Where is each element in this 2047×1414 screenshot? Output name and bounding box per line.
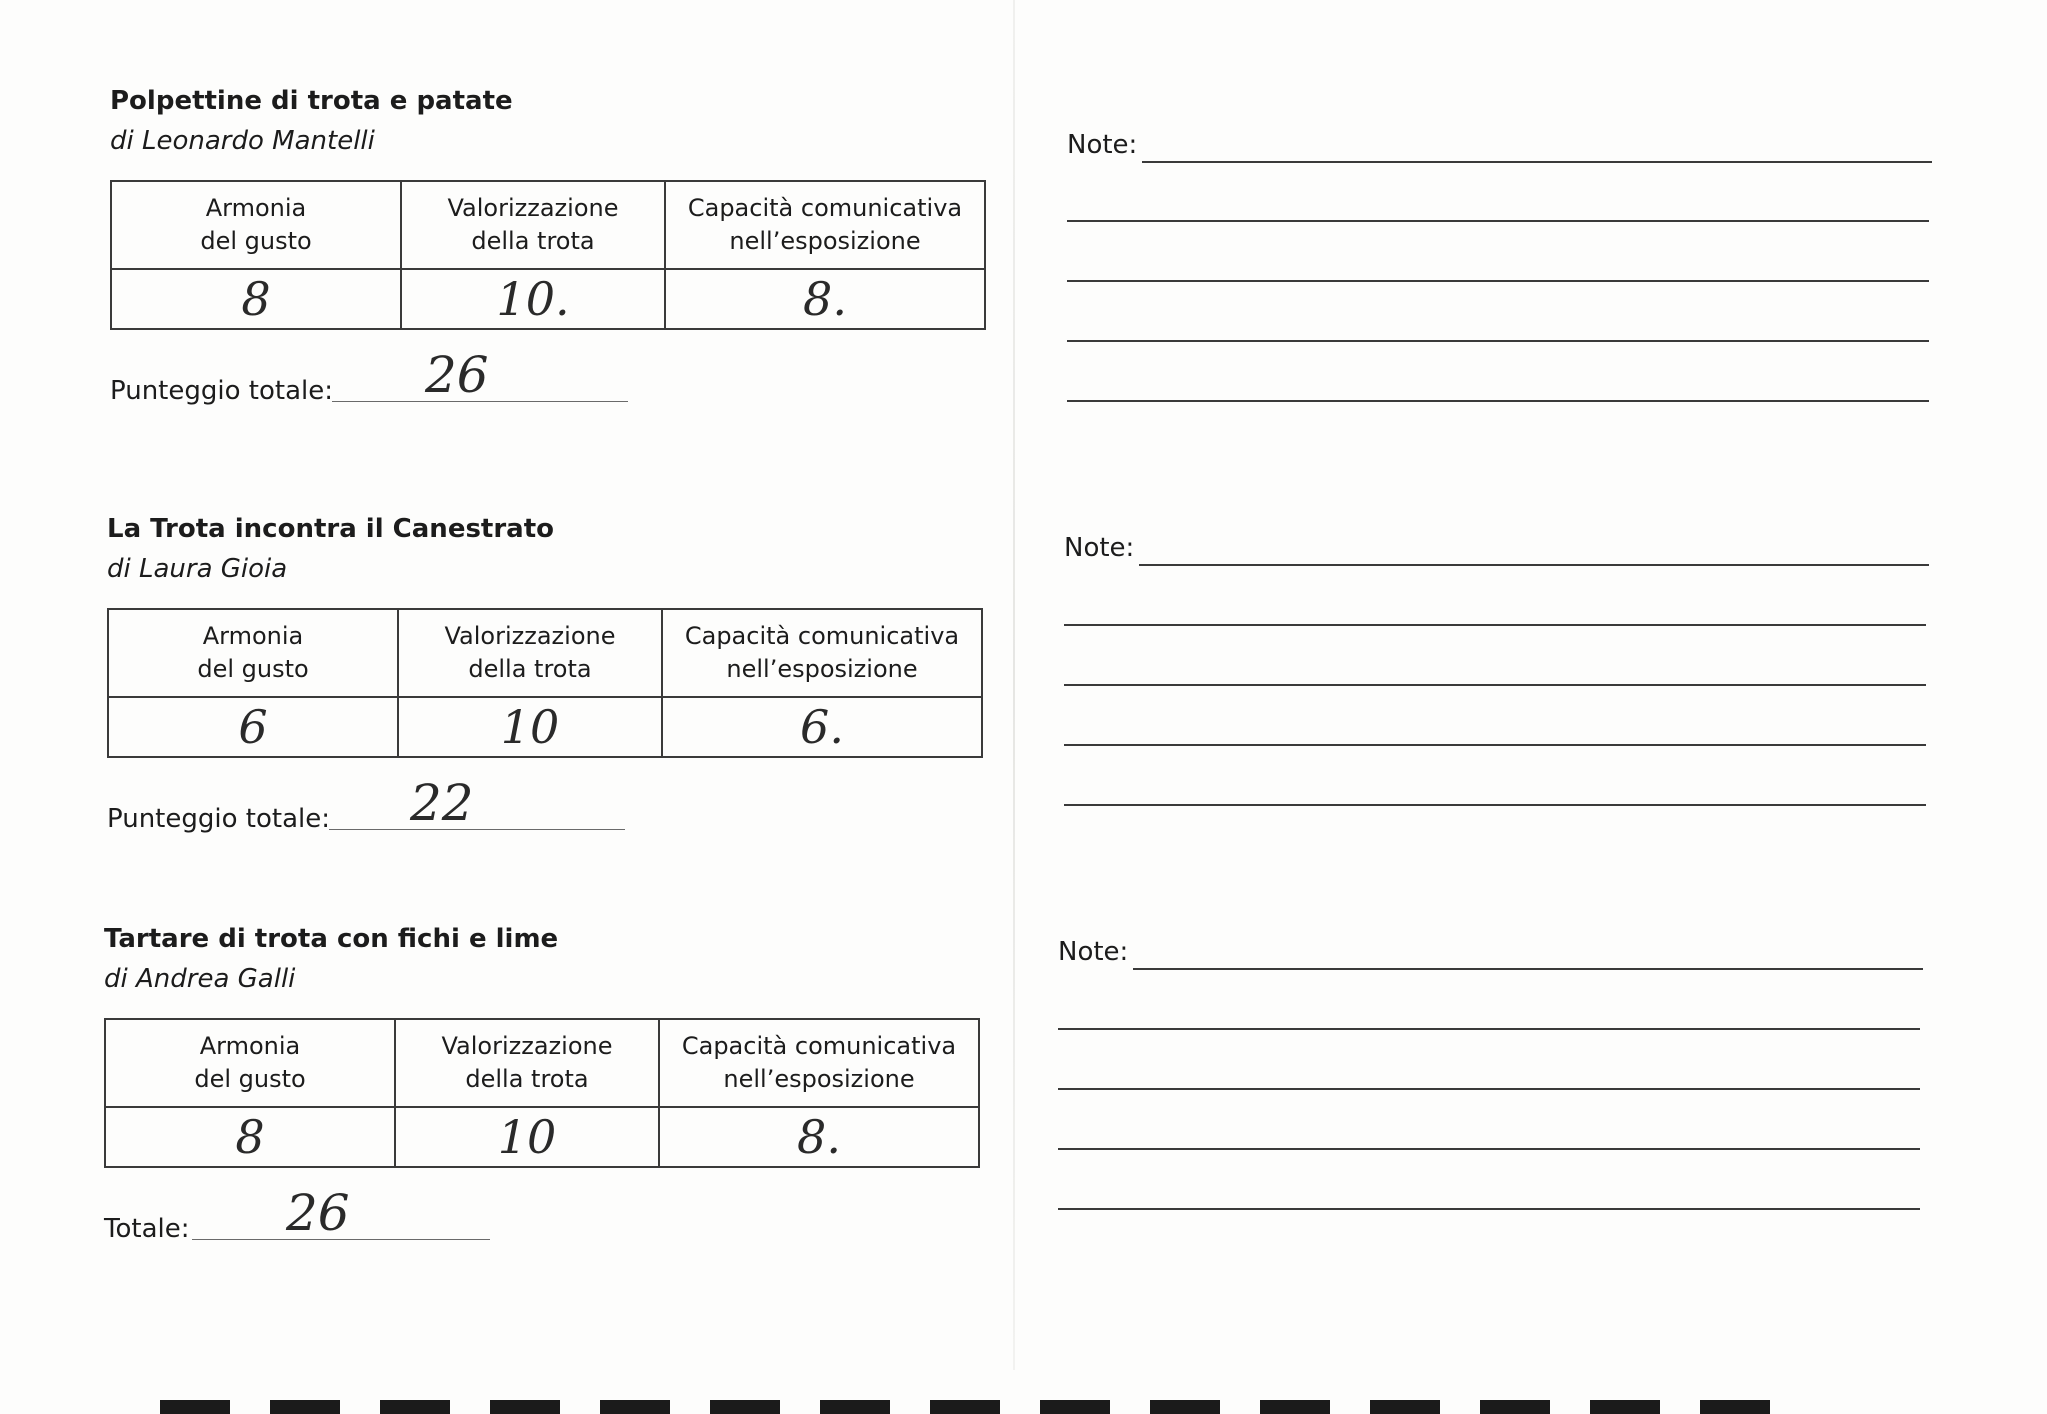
note-line[interactable]	[1067, 280, 1929, 282]
note-label: Note:	[1058, 937, 1129, 967]
note-line[interactable]	[1064, 744, 1926, 746]
score-cell-trout	[395, 1107, 659, 1167]
note-line[interactable]	[1142, 161, 1932, 163]
total-label: Punteggio totale:	[110, 376, 333, 406]
score-cell-trout	[401, 269, 665, 329]
total-label: Totale:	[104, 1214, 190, 1244]
dish-author: di Laura Gioia	[107, 554, 288, 584]
note-label: Note:	[1064, 533, 1135, 563]
notes-block-2	[1064, 533, 1929, 823]
note-line[interactable]	[1139, 564, 1929, 566]
column-header-trout: Valorizzazione della trota	[401, 181, 665, 269]
cropped-text-strip	[160, 1400, 1780, 1414]
handwritten-total: 26	[425, 346, 489, 404]
score-cell-taste	[111, 269, 401, 329]
notes-block-3	[1058, 937, 1923, 1227]
score-table	[107, 608, 983, 758]
handwritten-score: 6	[238, 700, 268, 754]
score-cell-communication	[662, 697, 982, 757]
score-value-row	[108, 697, 982, 757]
handwritten-total: 26	[286, 1184, 350, 1242]
column-header-trout: Valorizzazione della trota	[398, 609, 662, 697]
handwritten-score: 8.	[803, 272, 847, 326]
score-value-row	[105, 1107, 979, 1167]
total-underline	[329, 829, 625, 830]
note-line[interactable]	[1058, 1208, 1920, 1210]
note-line[interactable]	[1058, 1148, 1920, 1150]
handwritten-score: 6.	[800, 700, 844, 754]
score-cell-taste	[105, 1107, 395, 1167]
handwritten-score: 10	[497, 1110, 557, 1164]
column-header-taste: Armonia del gusto	[108, 609, 398, 697]
score-header-row	[111, 181, 985, 269]
note-line[interactable]	[1067, 340, 1929, 342]
column-header-communication: Capacità comunicativa nell’esposizione	[665, 181, 985, 269]
handwritten-score: 8.	[797, 1110, 841, 1164]
note-line[interactable]	[1058, 1088, 1920, 1090]
score-cell-trout	[398, 697, 662, 757]
column-header-taste: Armonia del gusto	[111, 181, 401, 269]
score-cell-taste	[108, 697, 398, 757]
note-line[interactable]	[1067, 400, 1929, 402]
column-header-communication: Capacità comunicativa nell’esposizione	[659, 1019, 979, 1107]
handwritten-score: 10.	[496, 272, 570, 326]
note-line[interactable]	[1133, 968, 1923, 970]
dish-author: di Andrea Galli	[104, 964, 296, 994]
notes-block-1	[1067, 130, 1932, 420]
column-header-communication: Capacità comunicativa nell’esposizione	[662, 609, 982, 697]
score-table	[104, 1018, 980, 1168]
dish-author: di Leonardo Mantelli	[110, 126, 375, 156]
note-line[interactable]	[1064, 624, 1926, 626]
handwritten-total: 22	[410, 774, 474, 832]
column-header-trout: Valorizzazione della trota	[395, 1019, 659, 1107]
dish-title: La Trota incontra il Canestrato	[107, 514, 555, 544]
handwritten-score: 10	[500, 700, 560, 754]
page-fold	[1013, 0, 1015, 1370]
dish-title: Polpettine di trota e patate	[110, 86, 513, 116]
score-cell-communication	[659, 1107, 979, 1167]
score-value-row	[111, 269, 985, 329]
dish-title: Tartare di trota con fichi e lime	[104, 924, 559, 954]
handwritten-score: 8	[235, 1110, 265, 1164]
score-header-row	[105, 1019, 979, 1107]
handwritten-score: 8	[241, 272, 271, 326]
score-header-row	[108, 609, 982, 697]
note-line[interactable]	[1067, 220, 1929, 222]
note-line[interactable]	[1064, 804, 1926, 806]
total-label: Punteggio totale:	[107, 804, 330, 834]
column-header-taste: Armonia del gusto	[105, 1019, 395, 1107]
score-cell-communication	[665, 269, 985, 329]
score-table	[110, 180, 986, 330]
note-line[interactable]	[1064, 684, 1926, 686]
note-line[interactable]	[1058, 1028, 1920, 1030]
note-label: Note:	[1067, 130, 1138, 160]
